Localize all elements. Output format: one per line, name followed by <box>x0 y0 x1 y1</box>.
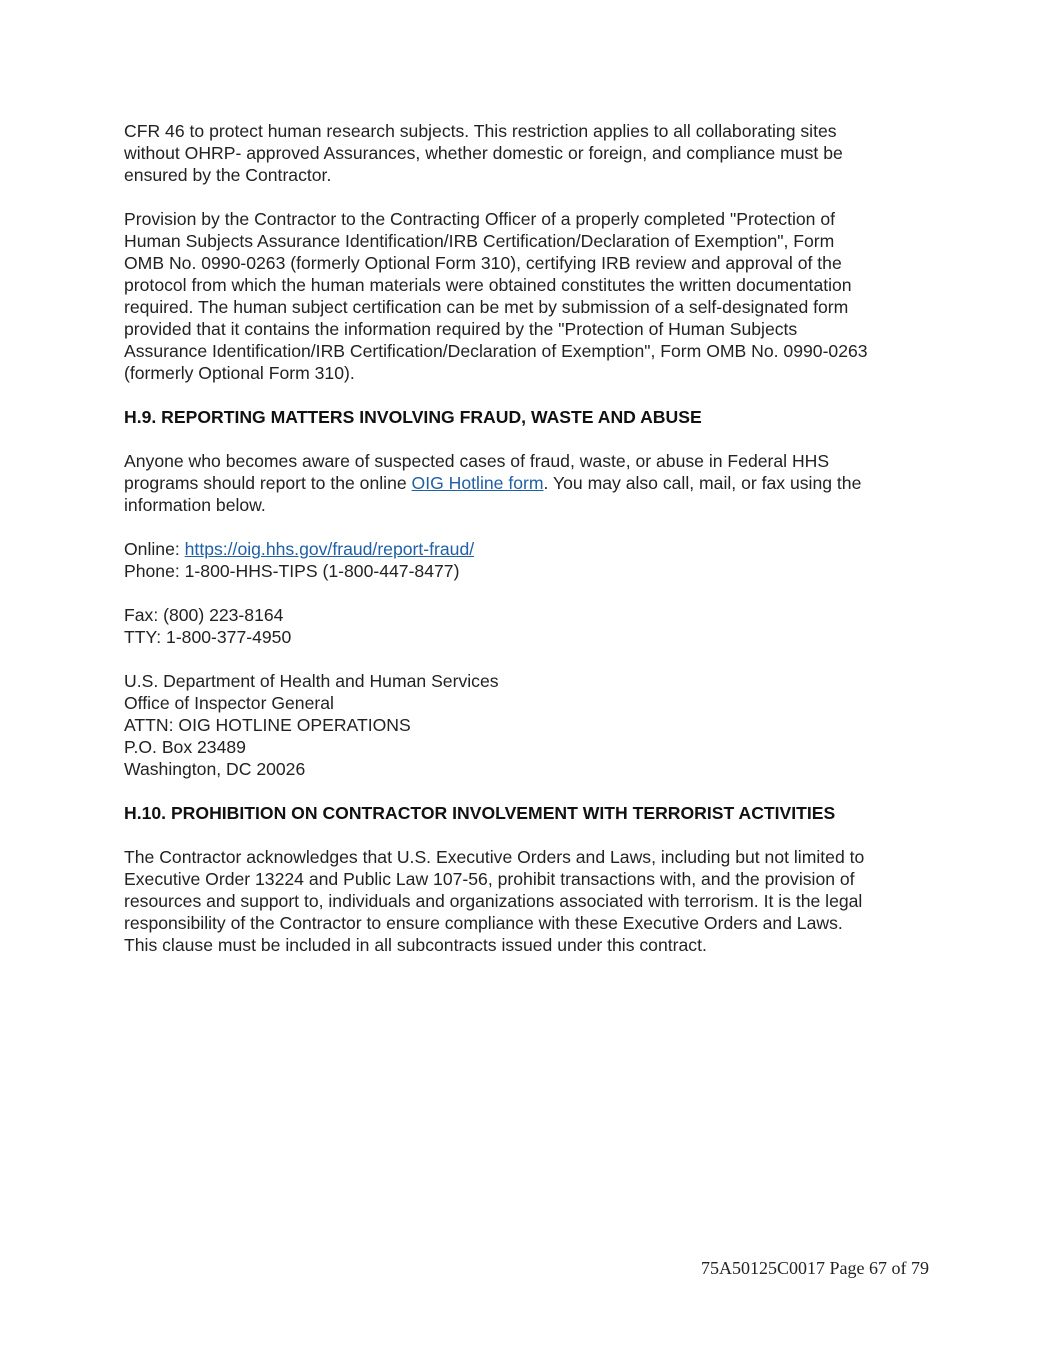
paragraph-fraud-reporting <box>124 450 934 516</box>
page-footer: 75A50125C0017 Page 67 of 79 <box>701 1258 929 1278</box>
text-line: OMB No. 0990-0263 (formerly Optional Form 310), certifying IRB review and approval of the <box>124 253 842 273</box>
text-line: resources and support to, individuals and organizations associated with terrorism. It is the legal <box>124 891 863 911</box>
text-line: CFR 46 to protect human research subjects. This restriction applies to all collaborating sites <box>124 121 837 141</box>
section-heading-h9: H.9. REPORTING MATTERS INVOLVING FRAUD, WASTE AND ABUSE <box>124 407 702 427</box>
oig-hotline-form-link[interactable]: OIG Hotline form <box>411 473 544 493</box>
address-line: P.O. Box 23489 <box>124 737 246 757</box>
text-line <box>124 472 934 494</box>
contact-fax-tty <box>124 604 934 648</box>
text-line: protocol from which the human materials were obtained constitutes the written documentation <box>124 275 852 295</box>
text-line: Provision by the Contractor to the Contracting Officer of a properly completed "Protection of <box>124 209 836 229</box>
text-line: Anyone who becomes aware of suspected cases of fraud, waste, or abuse in Federal HHS <box>124 451 830 471</box>
address-line: Washington, DC 20026 <box>124 759 306 779</box>
text-fragment: programs should report to the online <box>124 473 412 493</box>
address-line: ATTN: OIG HOTLINE OPERATIONS <box>124 715 411 735</box>
text-line: responsibility of the Contractor to ensure compliance with these Executive Orders and Laws. <box>124 913 843 933</box>
text-line: information below. <box>124 495 266 515</box>
text-line: Assurance Identification/IRB Certification/Declaration of Exemption", Form OMB No. 0990-0263 <box>124 341 868 361</box>
text-line: provided that it contains the information required by the "Protection of Human Subjects <box>124 319 798 339</box>
address-line: U.S. Department of Health and Human Services <box>124 671 499 691</box>
mailing-address <box>124 670 934 780</box>
text-line: This clause must be included in all subcontracts issued under this contract. <box>124 935 707 955</box>
text-line: The Contractor acknowledges that U.S. Executive Orders and Laws, including but not limited to <box>124 847 865 867</box>
address-line: Office of Inspector General <box>124 693 334 713</box>
text-line: Executive Order 13224 and Public Law 107-56, prohibit transactions with, and the provision of <box>124 869 855 889</box>
paragraph-provision <box>124 208 934 384</box>
online-label: Online: <box>124 539 185 559</box>
fax-line: Fax: (800) 223-8164 <box>124 605 284 625</box>
paragraph-cfr-restriction <box>124 120 934 186</box>
text-line: Human Subjects Assurance Identification/IRB Certification/Declaration of Exemption", Form <box>124 231 835 251</box>
text-line: (formerly Optional Form 310). <box>124 363 355 383</box>
section-heading-h10: H.10. PROHIBITION ON CONTRACTOR INVOLVEMENT WITH TERRORIST ACTIVITIES <box>124 803 836 823</box>
report-fraud-url-link[interactable]: https://oig.hhs.gov/fraud/report-fraud/ <box>184 539 475 559</box>
text-line: without OHRP- approved Assurances, whether domestic or foreign, and compliance must be <box>124 143 843 163</box>
contact-online-phone <box>124 538 934 582</box>
text-line: ensured by the Contractor. <box>124 165 332 185</box>
text-line: required. The human subject certification can be met by submission of a self-designated form <box>124 297 849 317</box>
text-fragment: . You may also call, mail, or fax using the <box>543 473 862 493</box>
tty-line: TTY: 1-800-377-4950 <box>124 627 292 647</box>
online-line <box>124 538 934 560</box>
paragraph-terrorist-prohibition <box>124 846 934 956</box>
document-body <box>124 120 934 978</box>
phone-line: Phone: 1-800-HHS-TIPS (1-800-447-8477) <box>124 561 460 581</box>
